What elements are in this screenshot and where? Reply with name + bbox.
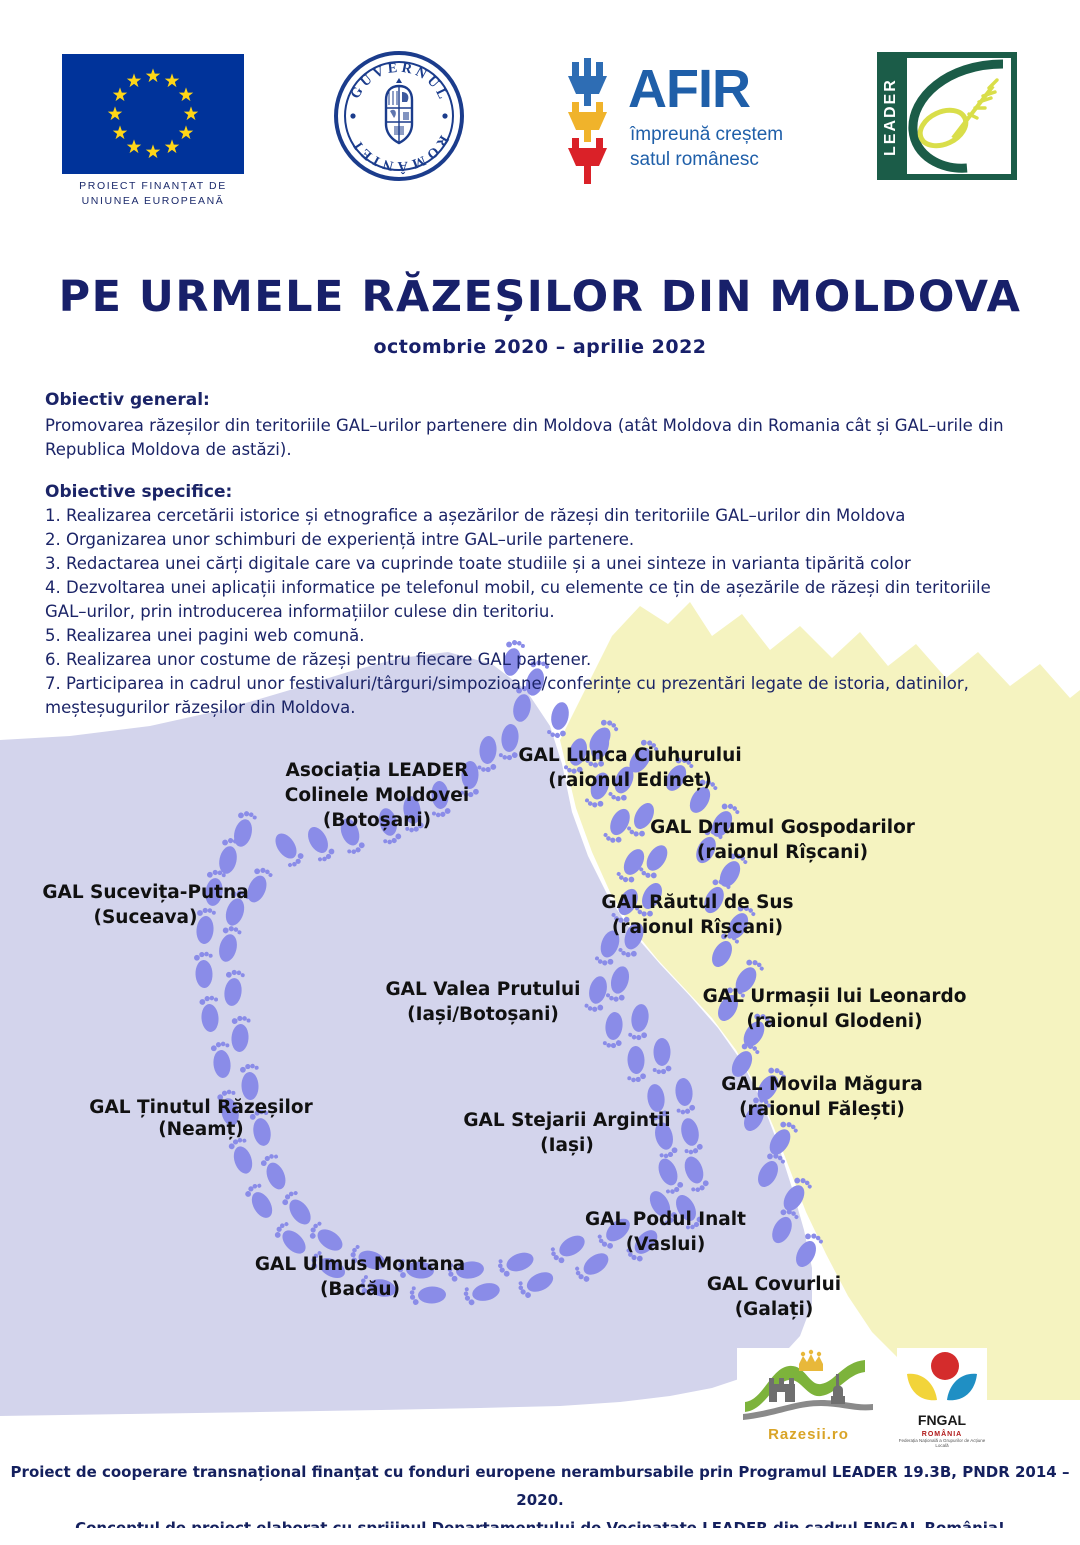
label-line1: GAL Valea Prutului — [385, 979, 581, 1000]
label-line2: (Suceava) — [93, 907, 198, 928]
label-line1: GAL Urmașii lui Leonardo — [702, 986, 967, 1007]
bottom-strip — [0, 1528, 1080, 1545]
label-line2: (raionul Fălești) — [739, 1099, 905, 1120]
eu-flag-icon — [62, 54, 244, 174]
label-line2: (Galați) — [734, 1299, 814, 1320]
map-label-gal-movila-magura — [712, 1072, 932, 1122]
label-line1: GAL Podul Inalt — [585, 1209, 746, 1230]
label-line1: GAL Sucevița-Putna — [42, 882, 249, 903]
label-line1: GAL Ținutul Răzeșilor — [89, 1097, 313, 1118]
label-line2: (Neamț) — [158, 1119, 244, 1140]
map-label-gal-drumul-gospodarilor — [645, 815, 920, 865]
map-label-gal-covurlui — [700, 1272, 848, 1322]
fngal-emblem-icon — [897, 1348, 987, 1408]
label-line1: GAL Stejarii Argintii — [463, 1110, 671, 1131]
label-line2: (raionul Rîșcani) — [611, 917, 784, 938]
map-label-asociatia-leader-colinele-moldovei — [252, 758, 502, 833]
label-line2: (raionul Rîșcani) — [696, 842, 869, 863]
leader-emblem-icon — [907, 58, 1011, 174]
razesii-logo — [737, 1348, 880, 1450]
specific-objectives-heading: Obiective specifice: — [45, 482, 233, 502]
footer-logos — [737, 1348, 987, 1453]
label-line1: GAL Răutul de Sus — [601, 892, 794, 913]
eu-stars-icon — [62, 54, 244, 174]
objective-item-2: 2. Organizarea unor schimburi de experiență intre GAL–urile partenere. — [45, 530, 635, 549]
objective-item-5: 5. Realizarea unei pagini web comună. — [45, 626, 365, 645]
eu-caption-line2: UNIUNEA EUROPEANĂ — [81, 195, 225, 207]
afir-tagline-line1: împreună creștem — [630, 124, 784, 145]
map-label-gal-stejarii-argintii — [462, 1108, 672, 1158]
fngal-wordmark: FNGAL — [917, 1412, 967, 1428]
label-line2: (raionul Glodeni) — [746, 1011, 923, 1032]
leader-panel — [907, 58, 1011, 174]
afir-tagline-line2: satul românesc — [630, 149, 759, 170]
general-objective-text: Promovarea răzeșilor din teritoriile GAL–urilor partenere din Moldova (atât Moldova din Romania cât și GAL–urile din Republica Moldova de astăzi). — [45, 416, 1004, 459]
afir-mark-icon — [558, 58, 620, 186]
label-line2: Colinele Moldovei — [284, 785, 470, 806]
label-line1: GAL Lunca Ciuhurului — [518, 745, 742, 766]
map-label-gal-lunca-ciuhurului — [505, 743, 755, 793]
label-line2: (Bacău) — [319, 1279, 401, 1300]
afir-logo — [558, 56, 808, 191]
map-label-gal-valea-prutului — [378, 977, 588, 1027]
map-label-gal-podul-inalt — [578, 1207, 753, 1257]
leader-wordmark: LEADER — [882, 78, 899, 156]
objective-item-7: 7. Participarea in cadrul unor festivaluri/târguri/simpozioane/conferințe cu prezentări legate de istoria, datinilor, meșteșugurilor răzeșilor din Moldova. — [45, 674, 969, 717]
page-subtitle: octombrie 2020 – aprilie 2022 — [373, 336, 707, 358]
map-label-gal-sucevita-putna — [33, 880, 258, 930]
label-line1: GAL Ulmus Montana — [254, 1254, 466, 1275]
razesii-emblem-icon — [737, 1348, 880, 1428]
label-line1: Asociația LEADER — [285, 760, 469, 781]
label-line2: (Vaslui) — [625, 1234, 706, 1255]
label-line1: GAL Drumul Gospodarilor — [650, 817, 915, 838]
logo-bar — [0, 46, 1080, 207]
general-objective-heading: Obiectiv general: — [45, 390, 210, 410]
objective-item-1: 1. Realizarea cercetării istorice și etnografice a așezărilor de răzeși din teritoriile GAL–urilor din Moldova — [45, 506, 906, 525]
objectives-text-block — [45, 388, 1035, 720]
label-line2: (raionul Edineț) — [548, 770, 712, 791]
afir-wordmark: AFIR — [628, 59, 750, 119]
objective-item-4: 4. Dezvoltarea unei aplicații informatice pe telefonul mobil, cu elemente ce țin de așezările de răzeși din teritoriile GAL–urilor, prin introducerea informațiilor culese din teritoriu. — [45, 578, 991, 621]
fngal-logo — [897, 1348, 987, 1450]
afir-tagline — [630, 122, 783, 172]
eu-flag-logo — [62, 54, 244, 209]
leader-logo — [877, 52, 1017, 180]
seal-icon — [333, 50, 465, 182]
fngal-caption: Federația Națională a Grupurilor de Acțiune Locală — [898, 1438, 986, 1448]
razesii-wordmark: Razesii.ro — [768, 1426, 849, 1443]
label-line1: GAL Movila Măgura — [721, 1074, 923, 1095]
fngal-subtitle: ROMÂNIA — [921, 1431, 963, 1438]
objective-item-6: 6. Realizarea unor costume de răzeși pentru fiecare GAL partener. — [45, 650, 592, 669]
eu-logo-caption — [62, 179, 244, 209]
guvernul-romaniei-seal — [333, 50, 465, 182]
label-line2: (Iași/Botoșani) — [407, 1004, 559, 1025]
label-line2: (Iași) — [540, 1135, 594, 1156]
svg-text:GUVERNUL: GUVERNUL — [348, 60, 452, 105]
map-label-gal-ulmus-montana — [250, 1252, 470, 1302]
footer-line-1: Proiect de cooperare transnațional finanţat cu fonduri europene nerambursabile prin Programul LEADER 19.3B, PNDR 2014 – 2020. — [10, 1463, 1070, 1509]
map-label-gal-urmasii-lui-leonardo — [702, 984, 967, 1034]
page-title: PE URMELE RĂZEȘILOR DIN MOLDOVA — [58, 272, 1022, 322]
label-line3: (Botoșani) — [322, 810, 432, 831]
map-label-gal-rautul-de-sus — [585, 890, 810, 940]
eu-caption-line1: PROIECT FINANȚAT DE — [79, 180, 227, 192]
map-label-gal-tinutul-razesilor — [86, 1097, 316, 1141]
label-line1: GAL Covurlui — [706, 1274, 842, 1295]
svg-text:ROMÂNIEI: ROMÂNIEI — [349, 132, 451, 174]
objective-item-3: 3. Redactarea unei cărți digitale care va cuprinde toate studiile și a unei sinteze in varianta tipărită color — [45, 554, 911, 573]
